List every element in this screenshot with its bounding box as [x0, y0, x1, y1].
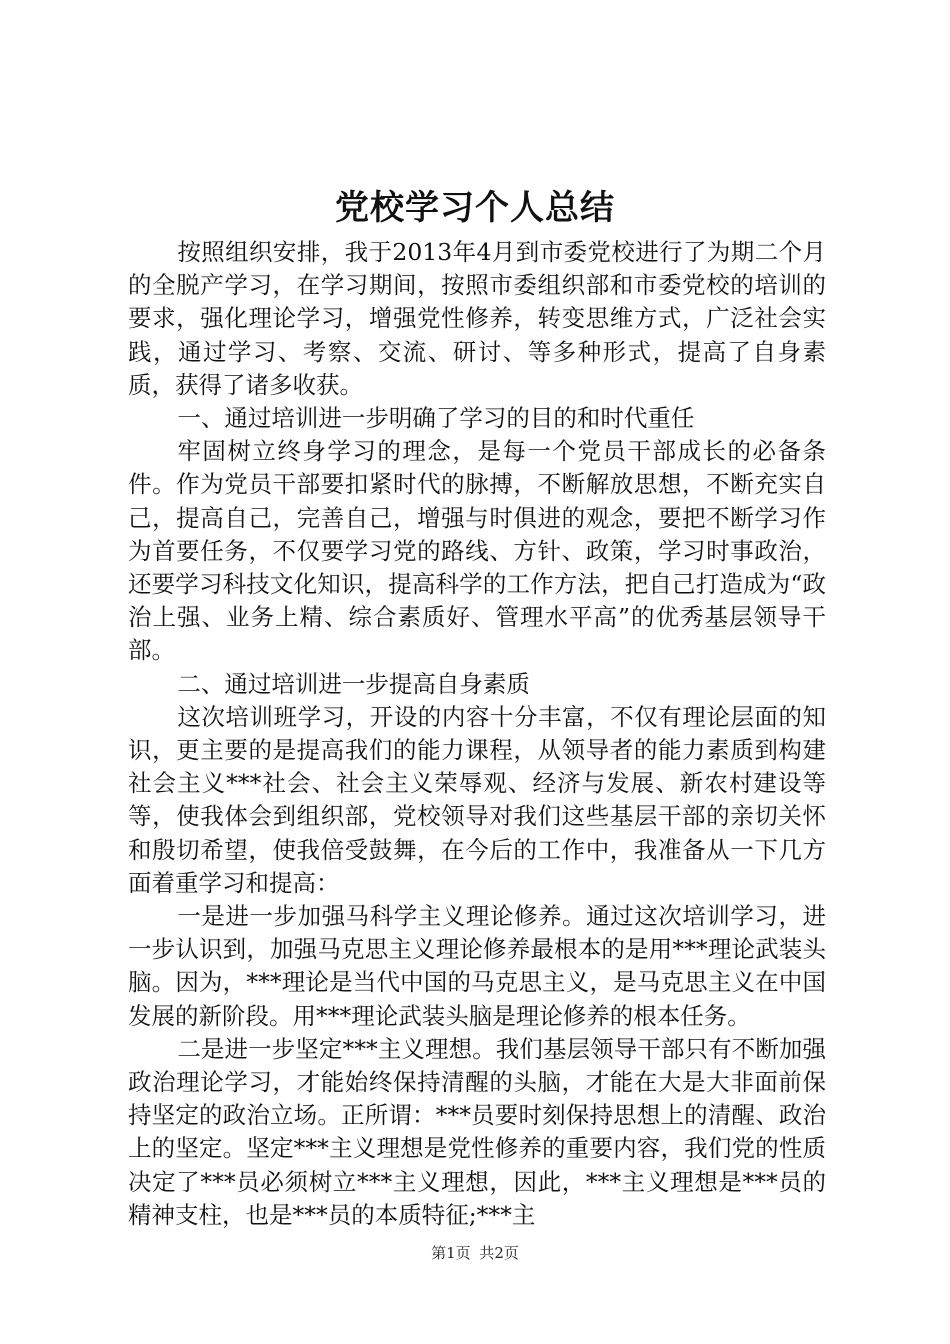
- section-heading-1: 一、通过培训进一步明确了学习的目的和时代重任: [177, 404, 695, 433]
- page-footer: [0, 1243, 950, 1263]
- document-title: 党校学习个人总结: [335, 188, 615, 228]
- section-heading-2: 二、通过培训进一步提高自身素质: [177, 669, 530, 698]
- page-total: 共2页: [479, 1244, 519, 1262]
- document-body: [128, 236, 826, 1232]
- paragraph-point-1: 一是进一步加强马科学主义理论修养。通过这次培训学习，进一步认识到，加强马克思主义理论修养最根本的是用***理论武装头脑。因为，***理论是当代中国的马克思主义，是马克思主义在中国发展的新阶段。用***理论武装头脑是理论修养的根本任务。: [128, 902, 826, 1030]
- paragraph-section-2: 这次培训班学习，开设的内容十分丰富，不仅有理论层面的知识，更主要的是提高我们的能力课程，从领导者的能力素质到构建社会主义***社会、社会主义荣辱观、经济与发展、新农村建设等等，使我体会到组织部，党校领导对我们这些基层干部的亲切关怀和殷切希望，使我倍受鼓舞，在今后的工作中，我准备从一下几方面着重学习和提高：: [128, 702, 826, 897]
- page-number: 第1页: [431, 1244, 471, 1262]
- paragraph-section-1: 牢固树立终身学习的理念，是每一个党员干部成长的必备条件。作为党员干部要扣紧时代的脉搏，不断解放思想，不断充实自己，提高自己，完善自己，增强与时俱进的观念，要把不断学习作为首要任务，不仅要学习党的路线、方针、政策，学习时事政治，还要学习科技文化知识，提高科学的工作方法，把自己打造成为“政治上强、业务上精、综合素质好、管理水平高”的优秀基层领导干部。: [128, 437, 826, 665]
- paragraph-point-2: 二是进一步坚定***主义理想。我们基层领导干部只有不断加强政治理论学习，才能始终保持清醒的头脑，才能在大是大非面前保持坚定的政治立场。正所谓：***员要时刻保持思想上的清醒、政治上的坚定。坚定***主义理想是党性修养的重要内容，我们党的性质决定了***员必须树立***主义理想，因此，***主义理想是***员的精神支柱，也是***员的本质特征;***主: [128, 1034, 826, 1229]
- paragraph-intro: 按照组织安排，我于2013年4月到市委党校进行了为期二个月的全脱产学习，在学习期间，按照市委组织部和市委党校的培训的要求，强化理论学习，增强党性修养，转变思维方式，广泛社会实践，通过学习、考察、交流、研讨、等多种形式，提高了自身素质，获得了诸多收获。: [128, 238, 826, 399]
